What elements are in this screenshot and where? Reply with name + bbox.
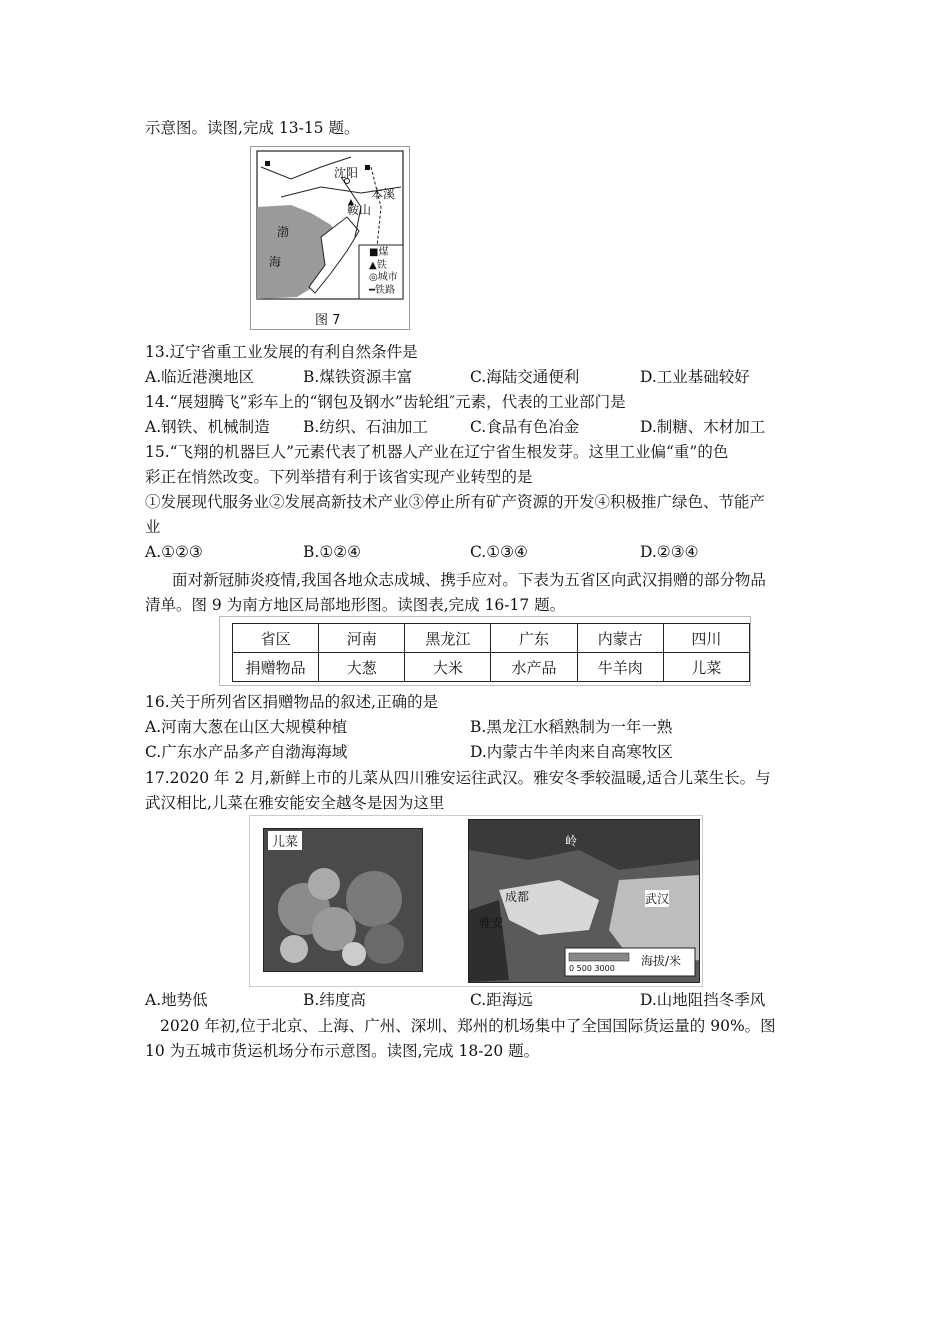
map-city-label: 沈阳: [334, 166, 359, 180]
question-16-stem: 16.关于所列省区捐赠物品的叙述,正确的是: [145, 693, 439, 711]
q17-option-c[interactable]: C.距海远: [470, 991, 533, 1009]
table-cell: 内蒙古: [577, 624, 663, 653]
legend-item: 煤: [378, 247, 389, 258]
q15-option-d[interactable]: D.②③④: [640, 543, 699, 561]
question-15-stem: ①发展现代服务业②发展高新技术产业③停止所有矿产资源的开发④积极推广绿色、节能产: [145, 493, 766, 511]
table-cell: 儿菜: [663, 653, 749, 682]
map-city-label: 本溪: [371, 187, 396, 201]
table-cell: 广东: [491, 624, 577, 653]
question-17-stem: 17.2020 年 2 月,新鲜上市的儿菜从四川雅安运往武汉。雅安冬季较温暖,适合儿菜生长。与: [145, 769, 771, 787]
q14-option-c[interactable]: C.食品有色冶金: [470, 418, 580, 436]
map-city-label: 成都: [505, 890, 530, 904]
table-cell: 捐赠物品: [233, 653, 319, 682]
vegetable-photo: [263, 828, 423, 972]
q15-option-a[interactable]: A.①②③: [145, 543, 203, 561]
intro-text: 面对新冠肺炎疫情,我国各地众志成城、携手应对。下表为五省区向武汉捐赠的部分物品: [172, 571, 766, 589]
legend-item: 铁路: [375, 284, 396, 296]
q15-option-c[interactable]: C.①③④: [470, 543, 528, 561]
q15-option-b[interactable]: B.①②④: [303, 543, 362, 561]
question-13-stem: 13.辽宁省重工业发展的有利自然条件是: [145, 343, 418, 361]
table-cell: 四川: [663, 624, 749, 653]
city-icon: ◎: [369, 272, 378, 283]
map-sea-label: 渤: [277, 225, 290, 239]
donation-table: [232, 623, 750, 682]
q14-option-d[interactable]: D.制糖、木材加工: [640, 418, 766, 436]
map-peak-label: 岭: [565, 834, 578, 848]
table-row: [233, 624, 750, 653]
table-cell: 水产品: [491, 653, 577, 682]
intro-text: 清单。图 9 为南方地区局部地形图。读图表,完成 16-17 题。: [145, 596, 566, 614]
coal-icon: ■: [369, 247, 379, 258]
q13-option-d[interactable]: D.工业基础较好: [640, 368, 750, 386]
q16-option-d[interactable]: D.内蒙古牛羊肉来自高寒牧区: [470, 743, 673, 761]
q14-option-a[interactable]: A.钢铁、机械制造: [145, 418, 270, 436]
question-15-stem: 15.“飞翔的机器巨人”元素代表了机器人产业在辽宁省生根发芽。这里工业偏“重”的色: [145, 443, 729, 461]
liaoning-map-graphic: [251, 147, 409, 329]
q13-option-a[interactable]: A.临近港澳地区: [145, 368, 255, 386]
map-sea-label: 海: [269, 255, 282, 269]
legend-item: 城市: [377, 272, 398, 283]
intro-text: 2020 年初,位于北京、上海、广州、深圳、郑州的机场集中了全国国际货运量的 90%。图: [160, 1017, 776, 1035]
question-14-stem: 14.“展翅腾飞”彩车上的“钢包及钢水”齿轮组″元素，代表的工业部门是: [145, 393, 626, 411]
q17-option-d[interactable]: D.山地阻挡冬季风: [640, 991, 766, 1009]
question-17-stem: 武汉相比,儿菜在雅安能安全越冬是因为这里: [145, 794, 445, 812]
railway-icon: ━: [369, 284, 376, 296]
question-15-stem: 彩正在悄然改变。下列举措有利于该省实现产业转型的是: [145, 468, 533, 486]
photo-label: 儿菜: [268, 831, 302, 850]
question-15-stem: 业: [145, 518, 161, 536]
table-cell: 牛羊肉: [577, 653, 663, 682]
q13-option-b[interactable]: B.煤铁资源丰富: [303, 368, 413, 386]
map-legend: [369, 247, 398, 297]
q16-option-c[interactable]: C.广东水产品多产自渤海海域: [145, 743, 348, 761]
q16-option-a[interactable]: A.河南大葱在山区大规模种植: [145, 718, 348, 736]
legend-title: 海拔/米: [641, 954, 682, 968]
figure-caption: 图 7: [315, 313, 341, 328]
figure-9-frame: [249, 815, 703, 987]
table-cell: 黑龙江: [405, 624, 491, 653]
q17-option-b[interactable]: B.纬度高: [303, 991, 366, 1009]
table-cell: 大葱: [319, 653, 405, 682]
table-cell: 河南: [319, 624, 405, 653]
legend-ticks: 0 500 3000: [569, 964, 615, 973]
map-city-label: 武汉: [645, 892, 670, 906]
iron-icon: ▲: [369, 259, 377, 271]
intro-text: 10 为五城市货运机场分布示意图。读图,完成 18-20 题。: [145, 1042, 540, 1060]
table-cell: 大米: [405, 653, 491, 682]
q13-option-c[interactable]: C.海陆交通便利: [470, 368, 580, 386]
figure-7-map: [250, 146, 410, 330]
q17-option-a[interactable]: A.地势低: [145, 991, 208, 1009]
q14-option-b[interactable]: B.纺织、石油加工: [303, 418, 428, 436]
terrain-map: [468, 819, 700, 983]
intro-text: 示意图。读图,完成 13-15 题。: [145, 119, 360, 137]
legend-item: 铁: [376, 259, 387, 271]
table-cell: 省区: [233, 624, 319, 653]
q16-option-b[interactable]: B.黑龙江水稻熟制为一年一熟: [470, 718, 673, 736]
vegetable-photo-graphic: [264, 829, 422, 971]
map-city-label: 鞍山: [347, 203, 372, 217]
map-city-label: 雅安: [479, 916, 504, 930]
donation-table-frame: [219, 616, 751, 686]
table-row: [233, 653, 750, 682]
